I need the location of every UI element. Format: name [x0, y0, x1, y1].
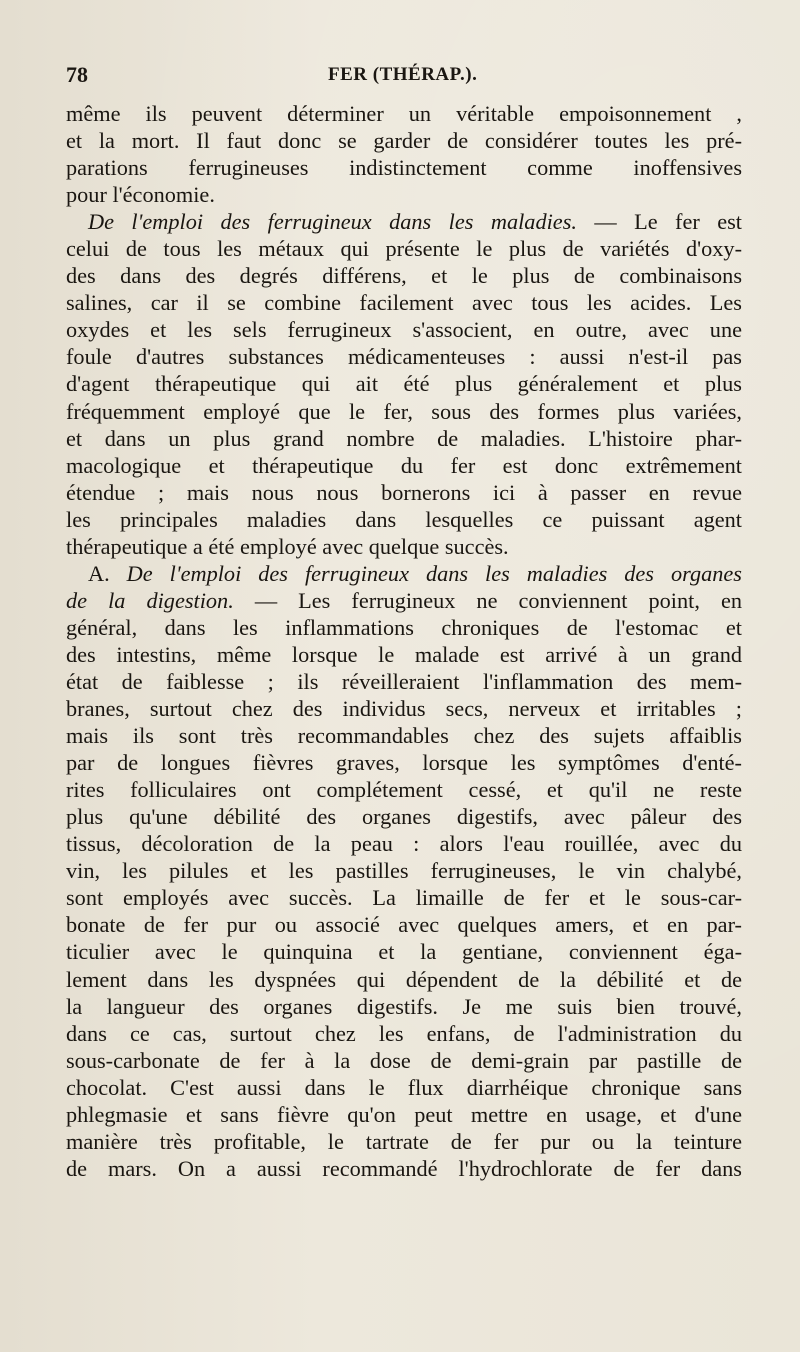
text-line	[66, 641, 742, 668]
text-line	[66, 1155, 742, 1182]
text-line	[66, 587, 742, 614]
line-text: des intestins, même lorsque le malade est arrivé à un grand	[66, 641, 742, 667]
text-line	[66, 830, 742, 857]
text-line	[66, 1074, 742, 1101]
line-text: A.	[88, 560, 127, 586]
line-text: et la mort. Il faut donc se garder de considérer toutes les pré-	[66, 128, 742, 154]
line-text: — Le fer est	[576, 209, 742, 235]
line-text: plus qu'une débilité des organes digestifs, avec pâleur des	[66, 804, 742, 830]
line-text: sont employés avec succès. La limaille de fer et le sous-car-	[66, 885, 742, 911]
text-line	[66, 1047, 742, 1074]
text-line	[66, 370, 742, 397]
line-text: tissus, décoloration de la peau : alors l'eau rouillée, avec du	[66, 831, 742, 857]
line-text: oxydes et les sels ferrugineux s'associent, en outre, avec une	[66, 317, 742, 343]
text-line	[66, 316, 742, 343]
text-line	[66, 343, 742, 370]
text-line	[66, 993, 742, 1020]
text-line	[66, 452, 742, 479]
text-line	[66, 262, 742, 289]
text-line	[66, 235, 742, 262]
text-line	[66, 776, 742, 803]
line-text: salines, car il se combine facilement avec tous les acides. Les	[66, 290, 742, 316]
line-text: thérapeutique a été employé avec quelque succès.	[66, 533, 509, 559]
text-line	[66, 803, 742, 830]
line-text: de mars. On a aussi recommandé l'hydrochlorate de fer dans	[66, 1155, 742, 1181]
text-line	[66, 560, 742, 587]
text-line	[66, 479, 742, 506]
line-text: — Les ferrugineux ne conviennent point, en	[233, 587, 743, 613]
line-text: général, dans les inflammations chroniques de l'estomac et	[66, 614, 742, 640]
line-text: rites folliculaires ont complétement cessé, et qu'il ne reste	[66, 777, 742, 803]
italic-text: De l'emploi des ferrugineux dans les maladies des organes	[126, 560, 742, 586]
line-text: dans ce cas, surtout chez les enfans, de l'administration du	[66, 1020, 742, 1046]
text-line	[66, 100, 742, 127]
line-text: vin, les pilules et les pastilles ferrugineuses, le vin chalybé,	[66, 858, 742, 884]
line-text: les principales maladies dans lesquelles ce puissant agent	[66, 506, 742, 532]
line-text: macologique et thérapeutique du fer est donc extrêmement	[66, 452, 742, 478]
line-text: manière très profitable, le tartrate de fer pur ou la teinture	[66, 1128, 742, 1154]
line-text: pour l'économie.	[66, 182, 215, 208]
body-text	[66, 100, 742, 1182]
page-number: 78	[66, 62, 88, 87]
line-text: branes, surtout chez des individus secs, nerveux et irritables ;	[66, 696, 742, 722]
line-text: étendue ; mais nous nous bornerons ici à passer en revue	[66, 479, 742, 505]
text-line	[66, 425, 742, 452]
line-text: état de faiblesse ; ils réveilleraient l'inflammation des mem-	[66, 668, 742, 694]
text-line	[66, 533, 742, 560]
text-line	[66, 398, 742, 425]
line-text: chocolat. C'est aussi dans le flux diarrhéique chronique sans	[66, 1074, 742, 1100]
text-line	[66, 127, 742, 154]
text-line	[66, 1101, 742, 1128]
line-text: d'agent thérapeutique qui ait été plus généralement et plus	[66, 371, 742, 397]
line-text: des dans des degrés différens, et le plus de combinaisons	[66, 263, 742, 289]
italic-text: de la digestion.	[66, 587, 234, 613]
running-title: FER (THÉRAP.).	[328, 64, 478, 85]
line-text: même ils peuvent déterminer un véritable empoisonnement ,	[66, 101, 742, 126]
text-line	[66, 1020, 742, 1047]
text-line	[66, 506, 742, 533]
text-line	[66, 614, 742, 641]
text-line	[66, 884, 742, 911]
text-line	[66, 668, 742, 695]
italic-text: De l'emploi des ferrugineux dans les maladies.	[88, 209, 577, 235]
line-text: ticulier avec le quinquina et la gentiane, conviennent éga-	[66, 939, 742, 965]
line-text: celui de tous les métaux qui présente le plus de variétés d'oxy-	[66, 236, 742, 262]
text-line	[66, 695, 742, 722]
line-text: la langueur des organes digestifs. Je me suis bien trouvé,	[66, 993, 742, 1019]
line-text: mais ils sont très recommandables chez des sujets affaiblis	[66, 723, 742, 749]
text-line	[66, 857, 742, 884]
line-text: fréquemment employé que le fer, sous des formes plus variées,	[66, 398, 742, 424]
line-text: lement dans les dyspnées qui dépendent de la débilité et de	[66, 966, 742, 992]
text-line	[66, 154, 742, 181]
line-text: par de longues fièvres graves, lorsque les symptômes d'enté-	[66, 750, 742, 776]
text-line	[66, 181, 742, 208]
line-text: et dans un plus grand nombre de maladies. L'histoire phar-	[66, 425, 742, 451]
line-text: parations ferrugineuses indistinctement comme inoffensives	[66, 155, 742, 181]
text-line	[66, 722, 742, 749]
text-line	[66, 938, 742, 965]
text-line	[66, 966, 742, 993]
line-text: bonate de fer pur ou associé avec quelques amers, et en par-	[66, 912, 742, 938]
running-head	[66, 62, 750, 92]
text-line	[66, 911, 742, 938]
text-line	[66, 1128, 742, 1155]
text-line	[66, 208, 742, 235]
line-text: foule d'autres substances médicamenteuses : aussi n'est-il pas	[66, 344, 742, 370]
text-line	[66, 749, 742, 776]
text-line	[66, 289, 742, 316]
line-text: sous-carbonate de fer à la dose de demi-grain par pastille de	[66, 1047, 742, 1073]
line-text: phlegmasie et sans fièvre qu'on peut mettre en usage, et d'une	[66, 1101, 742, 1127]
